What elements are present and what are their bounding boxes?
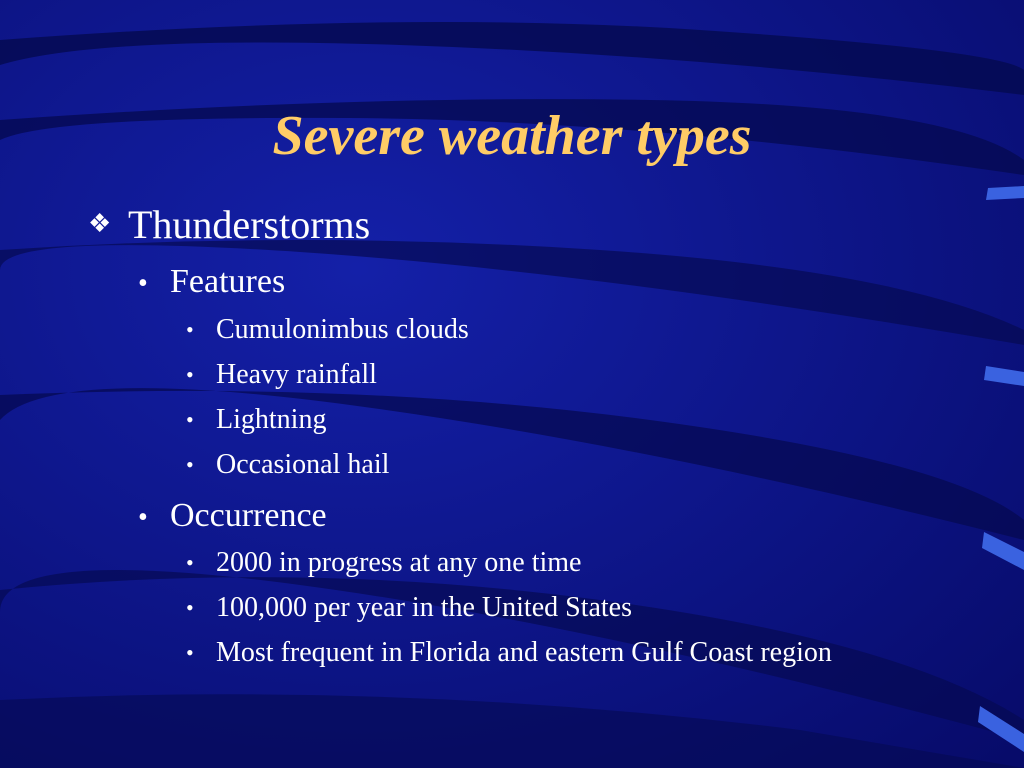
topic-item-thunderstorms: [88, 200, 370, 249]
list-item: [186, 312, 916, 348]
bullet-icon: •: [186, 407, 194, 432]
list-item-text: 100,000 per year in the United States: [216, 592, 633, 623]
list-item-text: Occasional hail: [216, 449, 390, 480]
list-item-text: Cumulonimbus clouds: [216, 314, 469, 345]
list-item: [186, 357, 916, 393]
bullet-icon: •: [186, 452, 194, 477]
section-label: Occurrence: [170, 497, 327, 534]
topic-label: Thunderstorms: [128, 202, 371, 247]
bullet-icon: •: [186, 640, 194, 665]
bullet-icon: •: [186, 550, 194, 575]
bullet-icon: •: [138, 502, 148, 533]
diamond-bullet-icon: ❖: [88, 209, 112, 238]
bullet-icon: •: [186, 317, 194, 342]
section-label: Features: [170, 263, 286, 300]
bullet-icon: •: [138, 268, 148, 299]
list-item-text: Most frequent in Florida and eastern Gulf Coast region: [216, 637, 832, 668]
list-item-text: Lightning: [216, 404, 327, 435]
list-item: [186, 635, 916, 671]
list-item: [186, 590, 916, 626]
list-item-text: 2000 in progress at any one time: [216, 547, 582, 578]
slide-title: Severe weather types: [272, 105, 752, 167]
bullet-icon: •: [186, 595, 194, 620]
bullet-icon: •: [186, 362, 194, 387]
list-item: [186, 402, 916, 438]
section-occurrence: [138, 496, 327, 538]
list-item: [186, 545, 916, 581]
list-item: [186, 447, 916, 483]
list-item-text: Heavy rainfall: [216, 359, 377, 390]
section-features: [138, 262, 285, 304]
edge-accent-tab: [986, 186, 1024, 200]
